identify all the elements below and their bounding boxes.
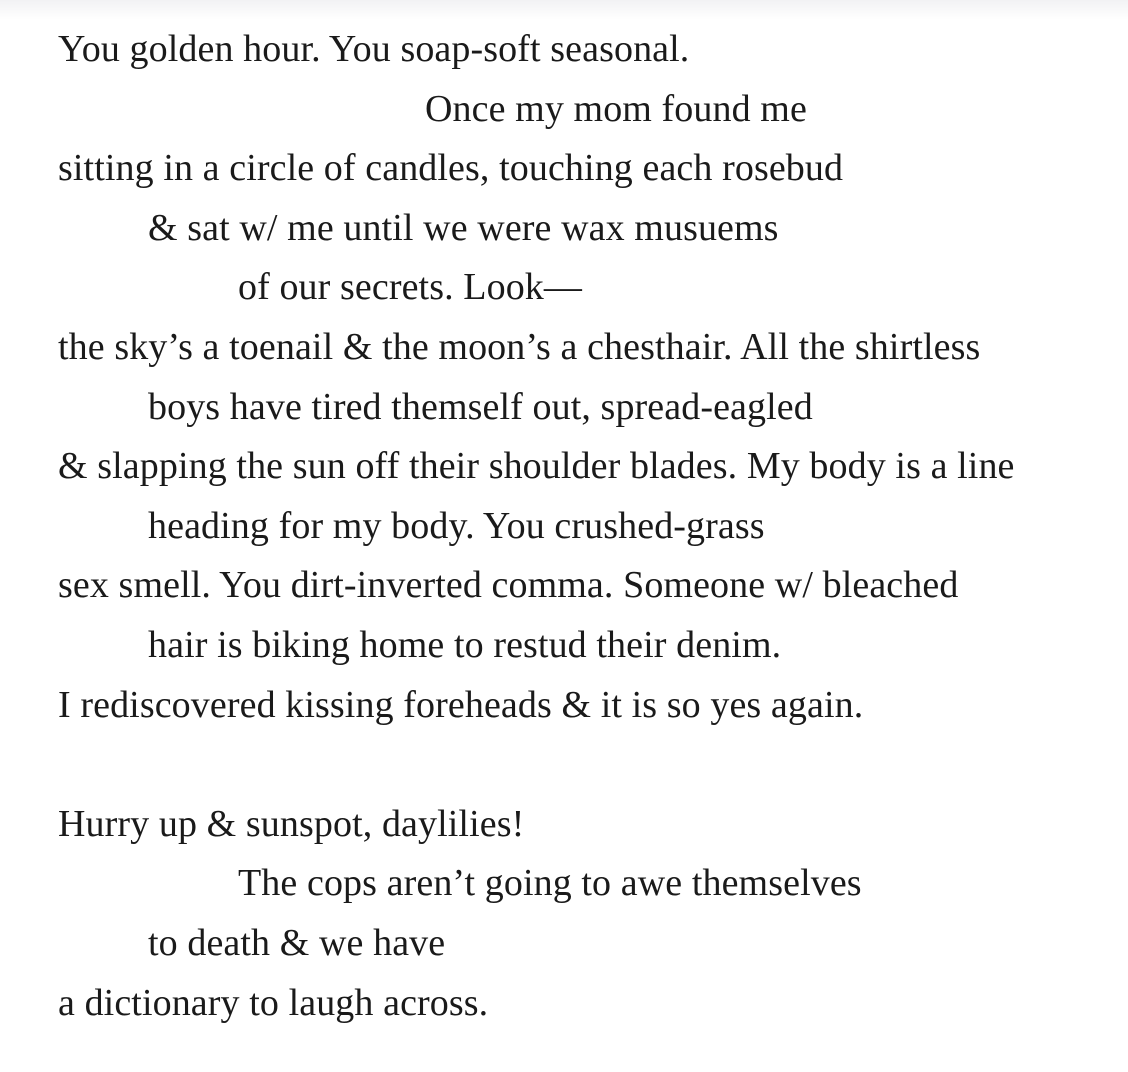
poem-line: & slapping the sun off their shoulder blades. My body is a line — [58, 445, 1015, 488]
poem-line: Hurry up & sunspot, daylilies! — [58, 802, 525, 845]
poem-stanza-2 — [58, 795, 1128, 1033]
poem-line: The cops aren’t going to awe themselves — [238, 862, 862, 905]
poem-line: & sat w/ me until we were wax musuems — [148, 206, 779, 249]
poem-line: sex smell. You dirt-inverted comma. Someone w/ bleached — [58, 564, 959, 607]
poem-line: of our secrets. Look— — [238, 266, 583, 309]
poem-stanza-1 — [58, 20, 1128, 735]
poem-line: hair is biking home to restud their denim. — [148, 623, 782, 666]
poem-line: the sky’s a toenail & the moon’s a chesthair. All the shirtless — [58, 325, 981, 368]
poem-line: boys have tired themself out, spread-eagled — [148, 385, 813, 428]
poem-line: sitting in a circle of candles, touching each rosebud — [58, 147, 844, 190]
poem-line: a dictionary to laugh across. — [58, 981, 489, 1024]
poem-line: I rediscovered kissing foreheads & it is so yes again. — [58, 683, 864, 726]
poem-line: heading for my body. You crushed-grass — [148, 504, 765, 547]
poem-line: to death & we have — [148, 921, 446, 964]
poem-line: Once my mom found me — [425, 87, 807, 130]
poem-line: You golden hour. You soap-soft seasonal. — [58, 28, 690, 70]
